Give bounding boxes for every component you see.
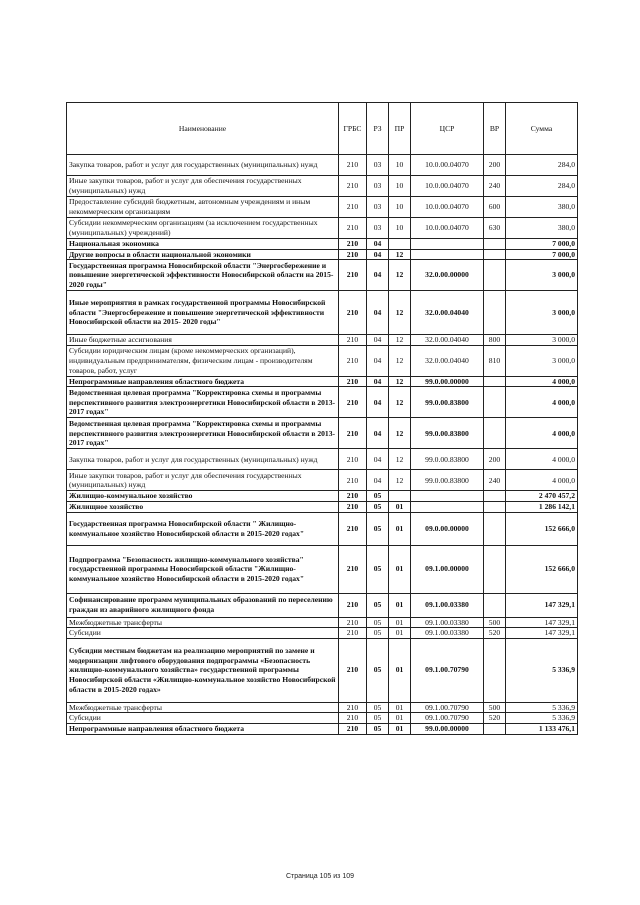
rz-cell: 05 [367,617,389,628]
grbs-cell: 210 [339,545,367,593]
grbs-cell: 210 [339,418,367,449]
sum-cell: 1 286 142,1 [506,501,578,512]
name-cell: Другие вопросы в области национальной экономики [67,249,339,260]
table-row [67,628,578,639]
vr-cell: 240 [484,176,506,197]
grbs-cell: 210 [339,376,367,387]
csr-cell: 09.1.00.03380 [411,593,484,617]
sum-cell: 3 000,0 [506,291,578,335]
vr-cell [484,512,506,545]
pr-cell: 12 [389,470,411,491]
rz-cell: 05 [367,512,389,545]
table-row [67,418,578,449]
table-row [67,593,578,617]
table-row [67,218,578,239]
csr-cell: 99.0.00.83800 [411,449,484,470]
grbs-cell: 210 [339,713,367,724]
csr-cell: 09.0.00.00000 [411,512,484,545]
table-row [67,387,578,418]
pr-cell: 12 [389,345,411,376]
name-cell: Государственная программа Новосибирской области "Энергосбережение и повышение энергетической эффективности Новосибирской области на 2015- 2020 годы" [67,260,339,291]
name-cell: Закупка товаров, работ и услуг для государственных (муниципальных) нужд [67,155,339,176]
pr-cell: 01 [389,512,411,545]
grbs-cell: 210 [339,239,367,250]
sum-cell: 152 666,0 [506,512,578,545]
sum-cell: 284,0 [506,155,578,176]
rz-cell: 05 [367,491,389,502]
sum-cell: 3 000,0 [506,345,578,376]
vr-cell [484,723,506,734]
grbs-cell: 210 [339,345,367,376]
header-grbs: ГРБС [339,103,367,155]
csr-cell: 99.0.00.83800 [411,418,484,449]
pr-cell: 01 [389,501,411,512]
pr-cell: 12 [389,291,411,335]
vr-cell [484,638,506,702]
table-row [67,376,578,387]
sum-cell: 3 000,0 [506,335,578,346]
pr-cell: 01 [389,638,411,702]
grbs-cell: 210 [339,387,367,418]
name-cell: Национальная экономика [67,239,339,250]
sum-cell: 1 133 476,1 [506,723,578,734]
vr-cell: 200 [484,449,506,470]
page-footer: Страница 105 из 109 [285,873,355,880]
pr-cell: 01 [389,617,411,628]
vr-cell: 200 [484,155,506,176]
name-cell: Непрограммные направления областного бюджета [67,723,339,734]
grbs-cell: 210 [339,593,367,617]
pr-cell: 12 [389,387,411,418]
pr-cell: 12 [389,418,411,449]
vr-cell [484,239,506,250]
vr-cell [484,387,506,418]
pr-cell: 12 [389,335,411,346]
grbs-cell: 210 [339,723,367,734]
vr-cell [484,501,506,512]
grbs-cell: 210 [339,617,367,628]
csr-cell: 32.0.00.04040 [411,335,484,346]
pr-cell: 12 [389,249,411,260]
sum-cell: 2 470 457,2 [506,491,578,502]
grbs-cell: 210 [339,449,367,470]
name-cell: Государственная программа Новосибирской области " Жилищно-коммунальное хозяйство Новосибирской области в 2015-2020 годах" [67,512,339,545]
grbs-cell: 210 [339,638,367,702]
vr-cell: 600 [484,197,506,218]
name-cell: Иные закупки товаров, работ и услуг для обеспечения государственных (муниципальных) нужд [67,470,339,491]
vr-cell: 500 [484,617,506,628]
vr-cell [484,491,506,502]
table-row [67,335,578,346]
vr-cell [484,545,506,593]
name-cell: Межбюджетные трансферты [67,702,339,713]
name-cell: Иные закупки товаров, работ и услуг для обеспечения государственных (муниципальных) нужд [67,176,339,197]
name-cell: Ведомственная целевая программа "Корректировка схемы и программы перспективного развития электроэнергетики Новосибирской области в 2013-2017 годах" [67,387,339,418]
name-cell: Иные бюджетные ассигнования [67,335,339,346]
grbs-cell: 210 [339,155,367,176]
pr-cell: 10 [389,155,411,176]
rz-cell: 05 [367,545,389,593]
name-cell: Предоставление субсидий бюджетным, автономным учреждениям и иным некоммерческим организациям [67,197,339,218]
grbs-cell: 210 [339,512,367,545]
name-cell: Субсидии местным бюджетам на реализацию мероприятий по замене и модернизации лифтового оборудования подпрограммы «Безопасность жилищно-коммунального хозяйства» государственной программы Новосибирской области «Жилищно-коммунальное хозяйство Новосибирской области в 2015-2020 годах» [67,638,339,702]
vr-cell [484,418,506,449]
grbs-cell: 210 [339,491,367,502]
vr-cell: 240 [484,470,506,491]
table-row [67,291,578,335]
sum-cell: 147 329,1 [506,617,578,628]
name-cell: Иные мероприятия в рамках государственной программы Новосибирской области "Энергосбережение и повышение энергетической эффективности Новосибирской области на 2015- 2020 годы" [67,291,339,335]
pr-cell: 12 [389,449,411,470]
pr-cell [389,491,411,502]
table-row [67,249,578,260]
sum-cell: 284,0 [506,176,578,197]
sum-cell: 3 000,0 [506,260,578,291]
rz-cell: 04 [367,376,389,387]
rz-cell: 05 [367,713,389,724]
grbs-cell: 210 [339,628,367,639]
rz-cell: 04 [367,418,389,449]
sum-cell: 380,0 [506,197,578,218]
table-row [67,176,578,197]
sum-cell: 380,0 [506,218,578,239]
sum-cell: 147 329,1 [506,593,578,617]
csr-cell: 09.1.00.03380 [411,628,484,639]
csr-cell: 99.0.00.00000 [411,376,484,387]
rz-cell: 05 [367,723,389,734]
rz-cell: 04 [367,470,389,491]
csr-cell [411,239,484,250]
name-cell: Межбюджетные трансферты [67,617,339,628]
sum-cell: 7 000,0 [506,249,578,260]
csr-cell: 10.0.00.04070 [411,176,484,197]
table-row [67,501,578,512]
vr-cell: 630 [484,218,506,239]
sum-cell: 5 336,9 [506,638,578,702]
csr-cell: 32.0.00.04040 [411,345,484,376]
csr-cell: 09.1.00.70790 [411,713,484,724]
csr-cell: 10.0.00.04070 [411,155,484,176]
table-row [67,491,578,502]
csr-cell: 09.1.00.70790 [411,638,484,702]
pr-cell: 01 [389,545,411,593]
vr-cell: 800 [484,335,506,346]
table-row [67,239,578,250]
rz-cell: 04 [367,335,389,346]
header-name: Наименование [67,103,339,155]
table-row [67,545,578,593]
csr-cell: 10.0.00.04070 [411,197,484,218]
table-row [67,155,578,176]
csr-cell: 99.0.00.00000 [411,723,484,734]
sum-cell: 5 336,9 [506,713,578,724]
sum-cell: 5 336,9 [506,702,578,713]
csr-cell: 99.0.00.83800 [411,387,484,418]
vr-cell: 500 [484,702,506,713]
grbs-cell: 210 [339,249,367,260]
table-row [67,197,578,218]
table-row [67,345,578,376]
rz-cell: 03 [367,218,389,239]
grbs-cell: 210 [339,176,367,197]
name-cell: Жилищно-коммунальное хозяйство [67,491,339,502]
pr-cell: 01 [389,593,411,617]
pr-cell: 01 [389,723,411,734]
sum-cell: 4 000,0 [506,470,578,491]
csr-cell: 32.0.00.04040 [411,291,484,335]
pr-cell: 01 [389,713,411,724]
pr-cell: 12 [389,260,411,291]
name-cell: Субсидии юридическим лицам (кроме некоммерческих организаций), индивидуальным предпринимателям, физическим лицам - производителям товаров, работ, услуг [67,345,339,376]
grbs-cell: 210 [339,335,367,346]
table-row [67,638,578,702]
vr-cell: 520 [484,713,506,724]
sum-cell: 4 000,0 [506,387,578,418]
sum-cell: 7 000,0 [506,239,578,250]
vr-cell [484,249,506,260]
table-row [67,470,578,491]
vr-cell [484,593,506,617]
name-cell: Ведомственная целевая программа "Корректировка схемы и программы перспективного развития электроэнергетики Новосибирской области в 2013-2017 годах" [67,418,339,449]
sum-cell: 4 000,0 [506,418,578,449]
rz-cell: 03 [367,176,389,197]
header-csr: ЦСР [411,103,484,155]
table-header-row [67,103,578,155]
grbs-cell: 210 [339,291,367,335]
grbs-cell: 210 [339,218,367,239]
table-row [67,702,578,713]
name-cell: Субсидии [67,713,339,724]
pr-cell: 10 [389,218,411,239]
sum-cell: 152 666,0 [506,545,578,593]
sum-cell: 4 000,0 [506,449,578,470]
rz-cell: 03 [367,197,389,218]
rz-cell: 04 [367,345,389,376]
rz-cell: 04 [367,387,389,418]
csr-cell [411,249,484,260]
csr-cell: 09.1.00.03380 [411,617,484,628]
header-pr: ПР [389,103,411,155]
rz-cell: 05 [367,501,389,512]
table-row [67,713,578,724]
sum-cell: 4 000,0 [506,376,578,387]
header-rz: РЗ [367,103,389,155]
name-cell: Субсидии некоммерческим организациям (за исключением государственных (муниципальных) учреждений) [67,218,339,239]
grbs-cell: 210 [339,260,367,291]
table-row [67,449,578,470]
sum-cell: 147 329,1 [506,628,578,639]
grbs-cell: 210 [339,501,367,512]
rz-cell: 04 [367,239,389,250]
csr-cell: 10.0.00.04070 [411,218,484,239]
csr-cell: 09.1.00.00000 [411,545,484,593]
pr-cell: 12 [389,376,411,387]
vr-cell [484,291,506,335]
budget-table [66,102,578,735]
name-cell: Жилищное хозяйство [67,501,339,512]
rz-cell: 05 [367,638,389,702]
rz-cell: 04 [367,260,389,291]
header-sum: Сумма [506,103,578,155]
rz-cell: 05 [367,628,389,639]
name-cell: Непрограммные направления областного бюджета [67,376,339,387]
table-row [67,512,578,545]
pr-cell: 10 [389,197,411,218]
name-cell: Закупка товаров, работ и услуг для государственных (муниципальных) нужд [67,449,339,470]
table-row [67,617,578,628]
rz-cell: 04 [367,249,389,260]
rz-cell: 05 [367,702,389,713]
pr-cell: 01 [389,702,411,713]
csr-cell: 99.0.00.83800 [411,470,484,491]
table-row [67,723,578,734]
grbs-cell: 210 [339,702,367,713]
rz-cell: 03 [367,155,389,176]
pr-cell [389,239,411,250]
name-cell: Софинансирование программ муниципальных образований по переселению граждан из аварийного жилищного фонда [67,593,339,617]
name-cell: Подпрограмма "Безопасность жилищно-коммунального хозяйства" государственной программы Новосибирской области "Жилищно-коммунальное хозяйство Новосибирской области в 2015-2020 годах" [67,545,339,593]
vr-cell: 810 [484,345,506,376]
vr-cell: 520 [484,628,506,639]
csr-cell [411,501,484,512]
pr-cell: 10 [389,176,411,197]
pr-cell: 01 [389,628,411,639]
name-cell: Субсидии [67,628,339,639]
csr-cell: 32.0.00.00000 [411,260,484,291]
vr-cell [484,376,506,387]
grbs-cell: 210 [339,197,367,218]
rz-cell: 05 [367,593,389,617]
csr-cell: 09.1.00.70790 [411,702,484,713]
rz-cell: 04 [367,291,389,335]
rz-cell: 04 [367,449,389,470]
csr-cell [411,491,484,502]
grbs-cell: 210 [339,470,367,491]
table-row [67,260,578,291]
header-vr: ВР [484,103,506,155]
vr-cell [484,260,506,291]
